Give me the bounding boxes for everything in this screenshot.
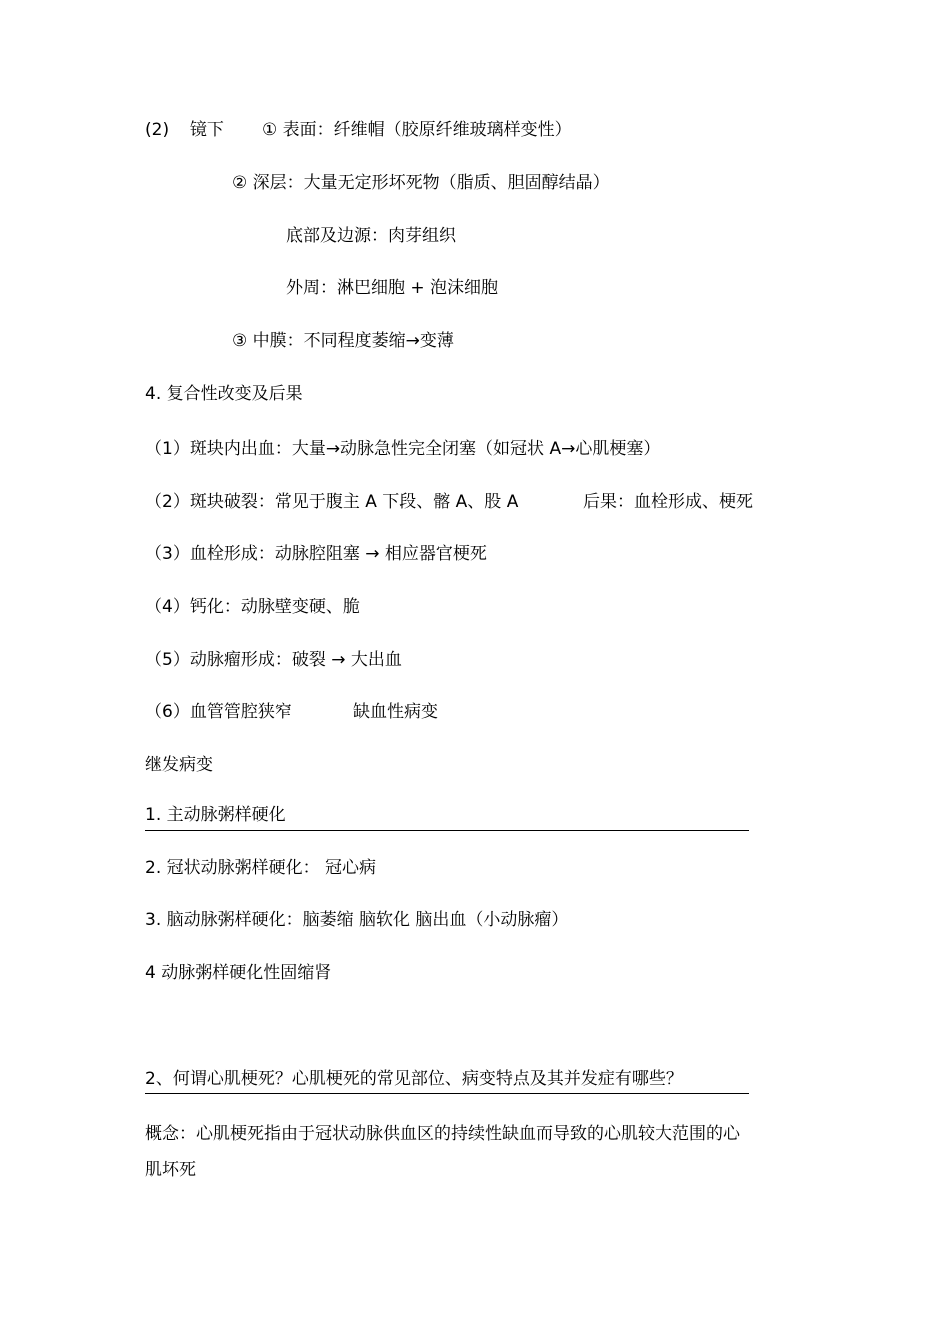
secondary-item-3: 3. 脑动脉粥样硬化：脑萎缩 脑软化 脑出血（小动脉瘤）	[145, 910, 569, 930]
micro-item-2-sub-1: 底部及边源：肉芽组织	[286, 226, 456, 246]
micro-item-3: ③ 中膜：不同程度萎缩→变薄	[232, 331, 454, 351]
secondary-item-2: 2. 冠状动脉粥样硬化： 冠心病	[145, 858, 377, 878]
compound-heading: 4. 复合性改变及后果	[145, 384, 303, 404]
divider-rule	[145, 830, 749, 831]
concept-line-1: 概念：心肌梗死指由于冠状动脉供血区的持续性缺血而导致的心肌较大范围的心	[145, 1124, 740, 1144]
question-title: 2、何谓心肌梗死？心肌梗死的常见部位、病变特点及其并发症有哪些？	[145, 1069, 683, 1089]
micro-item-1: ① 表面：纤维帽（胶原纤维玻璃样变性）	[262, 120, 572, 140]
concept-line-2: 肌坏死	[145, 1160, 196, 1180]
compound-item-2-result: 后果：血栓形成、梗死	[583, 492, 753, 512]
compound-item-4: （4）钙化：动脉壁变硬、脆	[145, 597, 360, 617]
micro-heading-line	[145, 118, 224, 142]
compound-item-3: （3）血栓形成：动脉腔阻塞 → 相应器官梗死	[145, 544, 487, 564]
secondary-item-1: 1. 主动脉粥样硬化	[145, 805, 286, 825]
compound-item-5: （5）动脉瘤形成：破裂 → 大出血	[145, 650, 402, 670]
compound-item-6: （6）血管管腔狭窄	[145, 702, 292, 722]
micro-label: (2)	[145, 120, 170, 140]
micro-title: 镜下	[189, 120, 224, 140]
compound-item-6-result: 缺血性病变	[353, 702, 438, 722]
question-underline	[145, 1093, 749, 1094]
micro-item-2: ② 深层：大量无定形坏死物（脂质、胆固醇结晶）	[232, 173, 610, 193]
secondary-heading: 继发病变	[145, 755, 213, 775]
secondary-item-4: 4 动脉粥样硬化性固缩肾	[145, 963, 332, 983]
compound-item-2: （2）斑块破裂：常见于腹主 A 下段、髂 A、股 A	[145, 492, 519, 512]
micro-item-2-sub-2: 外周：淋巴细胞 + 泡沫细胞	[286, 278, 499, 298]
compound-item-1: （1）斑块内出血：大量→动脉急性完全闭塞（如冠状 A→心肌梗塞）	[145, 439, 661, 459]
